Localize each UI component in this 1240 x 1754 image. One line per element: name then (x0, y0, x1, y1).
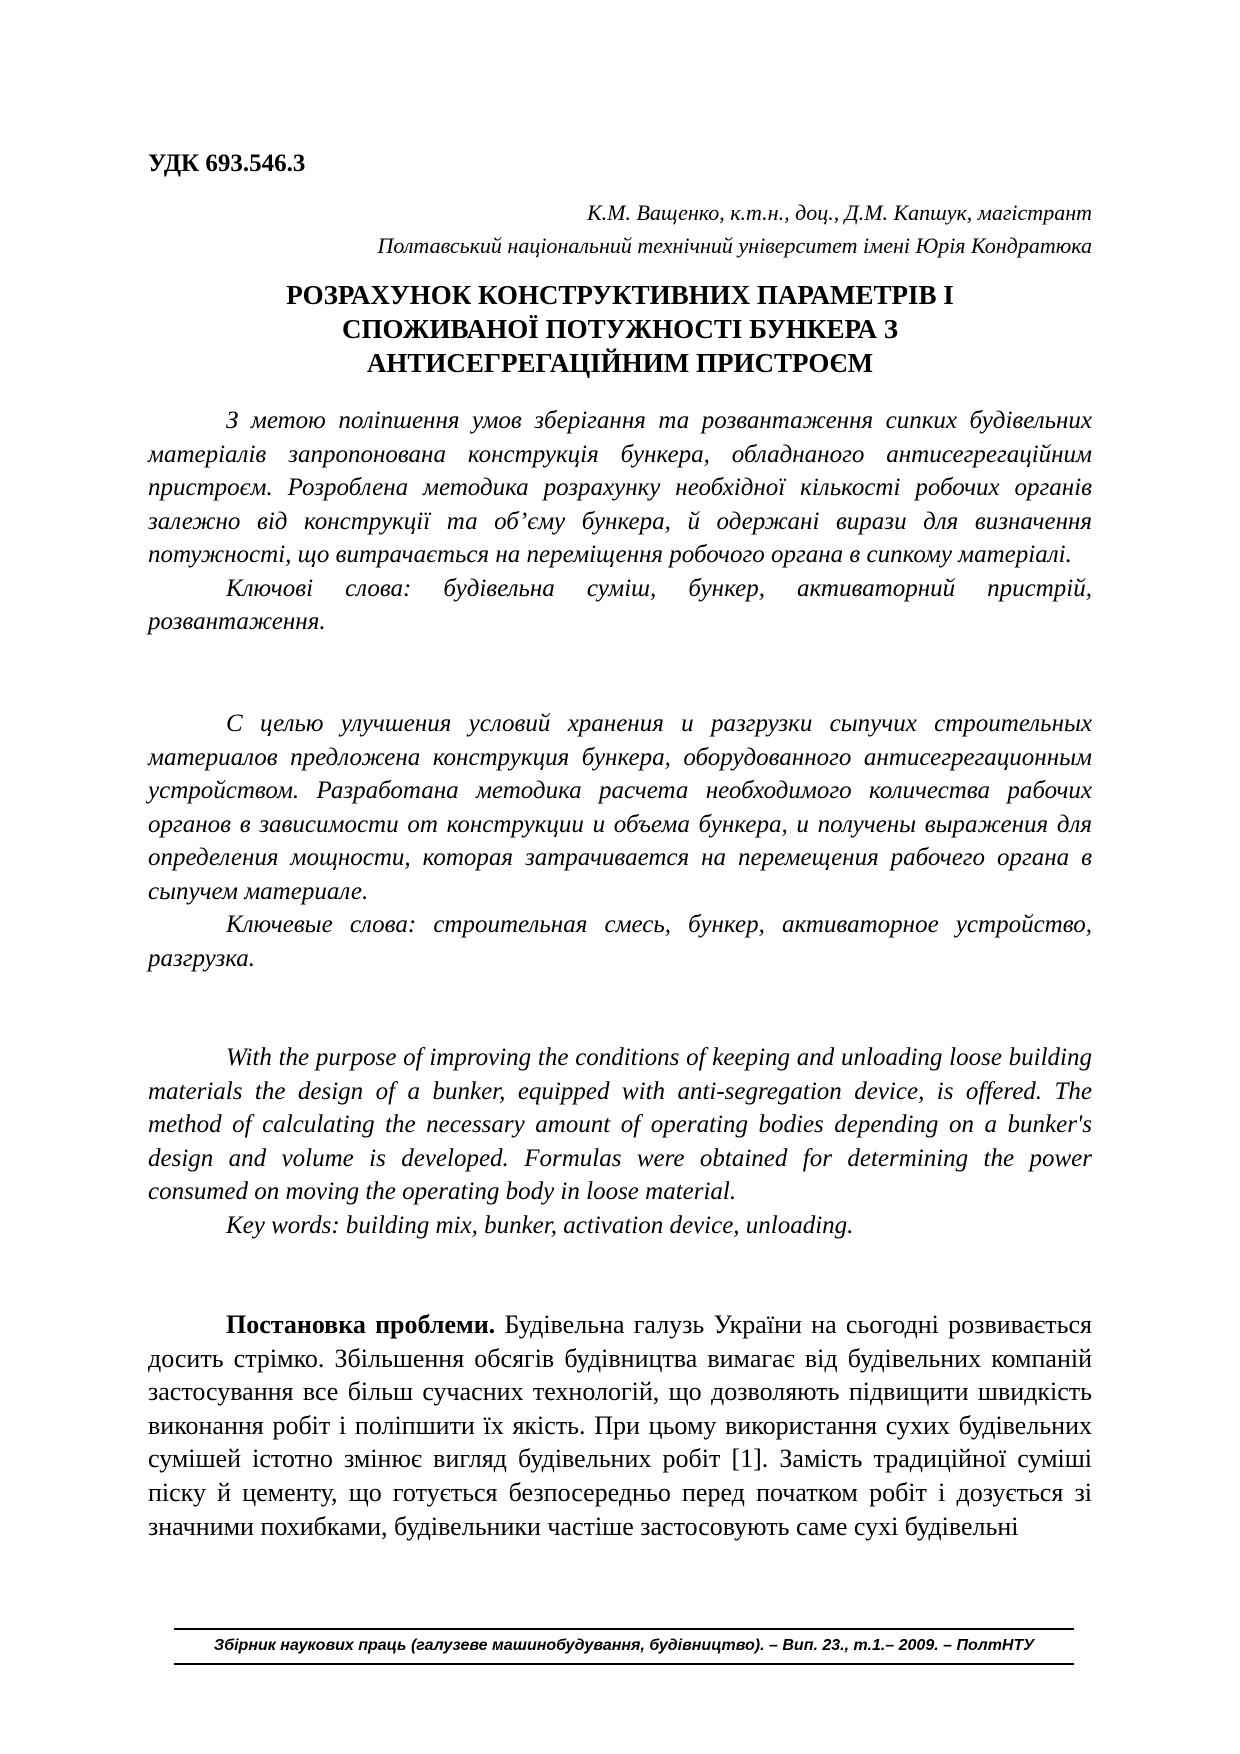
abstract-english (148, 1041, 1092, 1242)
abstract-ukrainian (148, 404, 1092, 639)
title-line-1: РОЗРАХУНОК КОНСТРУКТИВНИХ ПАРАМЕТРІВ І (286, 280, 954, 310)
author-affiliation: Полтавський національний технічний університет імені Юрія Кондратюка (377, 233, 1092, 258)
paper-title (148, 278, 1092, 380)
section-heading: Постановка проблеми. (226, 1310, 496, 1339)
abstract-russian (148, 707, 1092, 975)
abstract-ru-keywords: Ключевые слова: строительная смесь, бункер, активаторное устройство, разгрузка. (148, 911, 1092, 972)
abstract-ru-text: С целью улучшения условий хранения и разгрузки сыпучих строительных материалов предложена конструкция бункера, оборудованного антисегрегационным устройством. Разработана методика расчета необходимого количества рабочих органов в зависимости от конструкции и объема бункера, и получены выражения для определения мощности, которая затрачивается на перемещения рабочего органа в сыпучем материале. (148, 710, 1092, 905)
page-footer (174, 1628, 1074, 1665)
footer-bottom-rule (174, 1663, 1074, 1665)
body-paragraph (148, 1308, 1092, 1543)
body-section (148, 1308, 1092, 1543)
abstract-ua-keywords: Ключові слова: будівельна суміш, бункер, активаторний пристрій, розвантаження. (148, 574, 1092, 635)
author-names: К.М. Ващенко, к.т.н., доц., Д.М. Капшук, магістрант (587, 200, 1092, 225)
title-line-3: АНТИСЕГРЕГАЦІЙНИМ ПРИСТРОЄМ (366, 348, 874, 378)
abstract-ua-text: З метою поліпшення умов зберігання та розвантаження сипких будівельних матеріалів запропонована конструкція бункера, обладнаного антисегрегаційним пристроєм. Розроблена методика розрахунку необхідної кількості робочих органів залежно від конструкції та об’єму бункера, й одержані вирази для визначення потужності, що витрачається на переміщення робочого органа в сипкому матеріалі. (148, 407, 1092, 568)
footer-citation: Збірник наукових праць (галузеве машинобудування, будівництво). – Вип. 23., т.1.– 2009. – ПолтНТУ (213, 1637, 1035, 1654)
udk-code: УДК 693.546.3 (148, 150, 306, 177)
abstract-en-text: With the purpose of improving the conditions of keeping and unloading loose building materials the design of a bunker, equipped with anti-segregation device, is offered. The method of calculating the necessary amount of operating bodies depending on a bunker's design and volume is developed. Formulas were obtained for determining the power consumed on moving the operating body in loose material. (148, 1044, 1092, 1205)
author-block (377, 196, 1092, 262)
title-line-2: СПОЖИВАНОЇ ПОТУЖНОСТІ БУНКЕРА З (341, 314, 899, 344)
body-paragraph-text: Будівельна галузь України на сьогодні розвивається досить стрімко. Збільшення обсягів будівництва вимагає від будівельних компаній застосування все більш сучасних технологій, що дозволяють підвищити швидкість виконання робіт і поліпшити їх якість. При цьому використання сухих будівельних сумішей істотно змінює вигляд будівельних робіт [1]. Замість традиційної суміші піску й цементу, що готується безпосередньо перед початком робіт і дозується зі значними похибками, будівельники частіше застосовують саме сухі будівельні (148, 1310, 1092, 1541)
abstract-en-keywords: Key words: building mix, bunker, activation device, unloading. (226, 1211, 854, 1239)
